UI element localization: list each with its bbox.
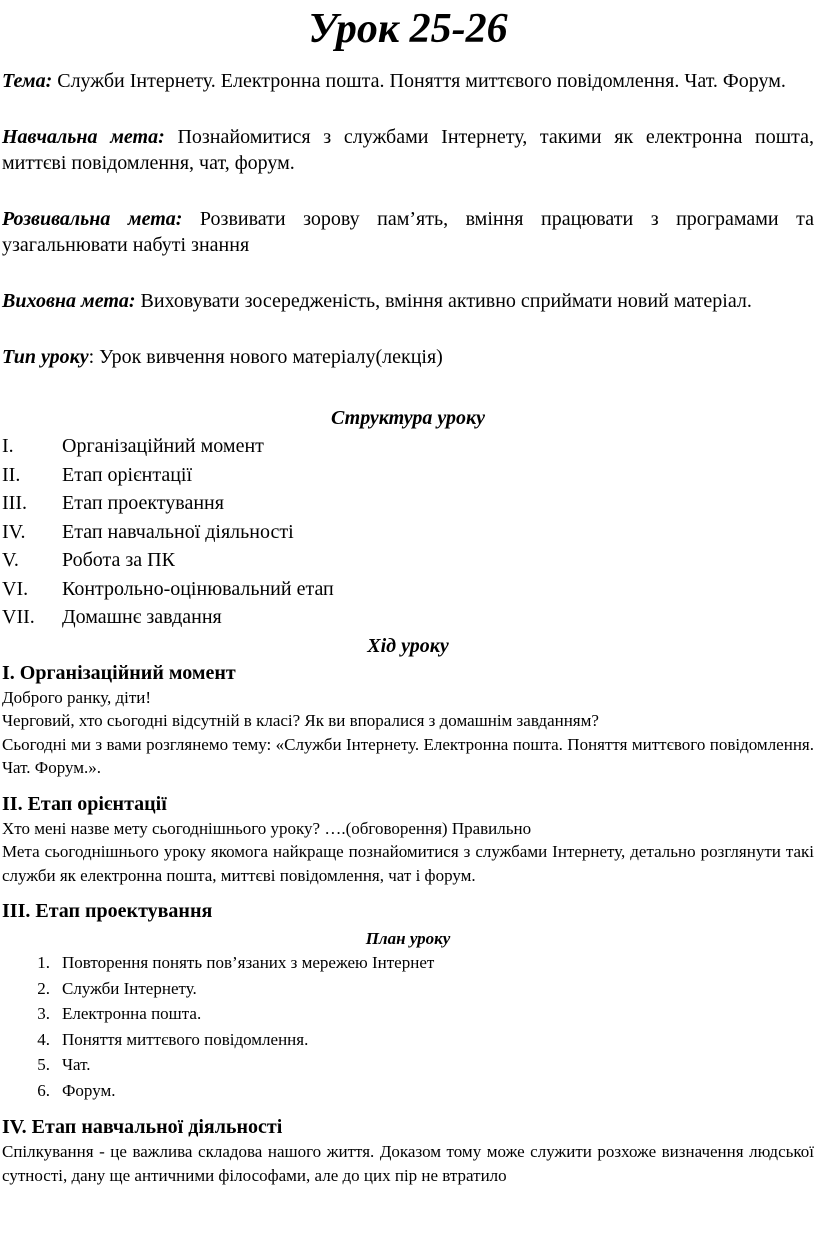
paragraph: Спілкування - це важлива складова нашого життя. Доказом тому може служити розхоже визначення людської сутності, дану ще античними філософами, але до цих пір не втратило <box>2 1142 814 1185</box>
paragraph: Доброго ранку, діти! <box>2 687 152 707</box>
course-heading: Хід уроку <box>367 634 449 657</box>
list-item-number: I. <box>2 435 14 457</box>
list-item-number: 4. <box>37 1029 50 1049</box>
educational-goal-text: Виховувати зосередженість, вміння активно сприймати новий матеріал. <box>135 290 752 312</box>
developmental-goal-label: Розвивальна мета: <box>2 208 183 230</box>
paragraph: Хто мені назве мету сьогоднішнього уроку? ….(обговорення) Правильно <box>2 818 532 838</box>
topic-label: Тема: <box>2 70 53 92</box>
list-item-number: 5. <box>37 1055 50 1074</box>
spacer <box>2 1103 814 1114</box>
list-item-text: Етап навчальної діяльності <box>62 520 294 543</box>
list-item-number: IV. <box>2 520 26 543</box>
section-heading-design: III. Етап проектування <box>2 900 213 922</box>
list-item-number: 3. <box>37 1004 50 1023</box>
list-item-text: Служби Інтернету. <box>62 978 197 998</box>
plan-title: План уроку <box>365 929 451 948</box>
list-item-number: V. <box>2 549 19 571</box>
lesson-type-text: : Урок вивчення нового матеріалу(лекція) <box>88 346 443 368</box>
list-item-text: Організаційний момент <box>62 435 264 457</box>
list-item-number: III. <box>2 492 27 514</box>
list-item <box>2 461 814 490</box>
learning-goal-text: Познайомитися з службами Інтернету, такими як електронна пошта, миттєві повідомлення, чат, форум. <box>2 126 815 174</box>
section-heading-organizational: I. Організаційний момент <box>2 661 236 684</box>
list-item <box>2 1052 814 1078</box>
learning-goal-label: Навчальна мета: <box>2 126 165 148</box>
paragraph: Сьогодні ми з вами розглянемо тему: «Служби Інтернету. Електронна пошта. Поняття миттєвого повідомлення. Чат. Форум.». <box>2 734 814 777</box>
list-item-number: II. <box>2 463 21 486</box>
list-item-text: Повторення понять пов’язаних з мережею Інтернет <box>62 953 435 972</box>
list-item-text: Робота за ПК <box>62 549 175 571</box>
list-item <box>2 546 814 575</box>
list-item <box>2 1078 814 1104</box>
topic-line <box>2 68 814 94</box>
list-item-text: Форум. <box>62 1080 116 1100</box>
section-heading-learning-activity: IV. Етап навчальної діяльності <box>2 1116 283 1138</box>
list-item-text: Електронна пошта. <box>62 1004 202 1023</box>
list-item-number: 6. <box>37 1080 50 1100</box>
list-item-text: Чат. <box>62 1055 91 1074</box>
plan-list <box>2 950 814 1103</box>
list-item-text: Етап проектування <box>62 492 224 514</box>
structure-list <box>2 432 814 632</box>
list-item-text: Контрольно-оцінювальний етап <box>62 577 334 600</box>
list-item <box>2 432 814 461</box>
structure-heading: Структура уроку <box>331 407 485 429</box>
educational-goal-label: Виховна мета: <box>2 290 136 312</box>
paragraph: Черговий, хто сьогодні відсутній в класі? Як ви впоралися з домашнім завданням? <box>2 711 599 730</box>
list-item <box>2 1027 814 1053</box>
page-title: Урок 25-26 <box>308 6 508 52</box>
lesson-type-label: Тип уроку <box>2 346 89 368</box>
list-item <box>2 603 814 632</box>
list-item <box>2 489 814 518</box>
list-item <box>2 950 814 976</box>
list-item <box>2 1001 814 1027</box>
list-item-number: VI. <box>2 577 29 600</box>
spacer <box>2 780 814 791</box>
paragraph: Мета сьогоднішнього уроку якомога найкраще познайомитися з службами Інтернету, детально розглянути такі служби як електронна пошта, миттєві повідомлення, чат і форум. <box>2 842 814 885</box>
list-item-text: Домашнє завдання <box>62 606 222 628</box>
list-item-number: 2. <box>37 978 50 998</box>
section-heading-orientation: II. Етап орієнтації <box>2 792 167 815</box>
list-item <box>2 976 814 1002</box>
list-item <box>2 518 814 547</box>
educational-goal-line <box>2 288 814 314</box>
list-item-number: 1. <box>37 953 50 972</box>
lesson-type-line <box>2 344 814 370</box>
developmental-goal-text: Розвивати зорову пам’ять, вміння працювати з програмами та узагальнювати набуті знання <box>2 208 814 256</box>
developmental-goal-line <box>2 206 814 258</box>
topic-text: Служби Інтернету. Електронна пошта. Поняття миттєвого повідомлення. Чат. Форум. <box>52 70 786 92</box>
spacer <box>2 887 814 898</box>
list-item-number: VII. <box>2 606 35 628</box>
learning-goal-line <box>2 124 814 176</box>
list-item-text: Етап орієнтації <box>62 463 193 486</box>
list-item-text: Поняття миттєвого повідомлення. <box>62 1029 309 1049</box>
list-item <box>2 575 814 604</box>
